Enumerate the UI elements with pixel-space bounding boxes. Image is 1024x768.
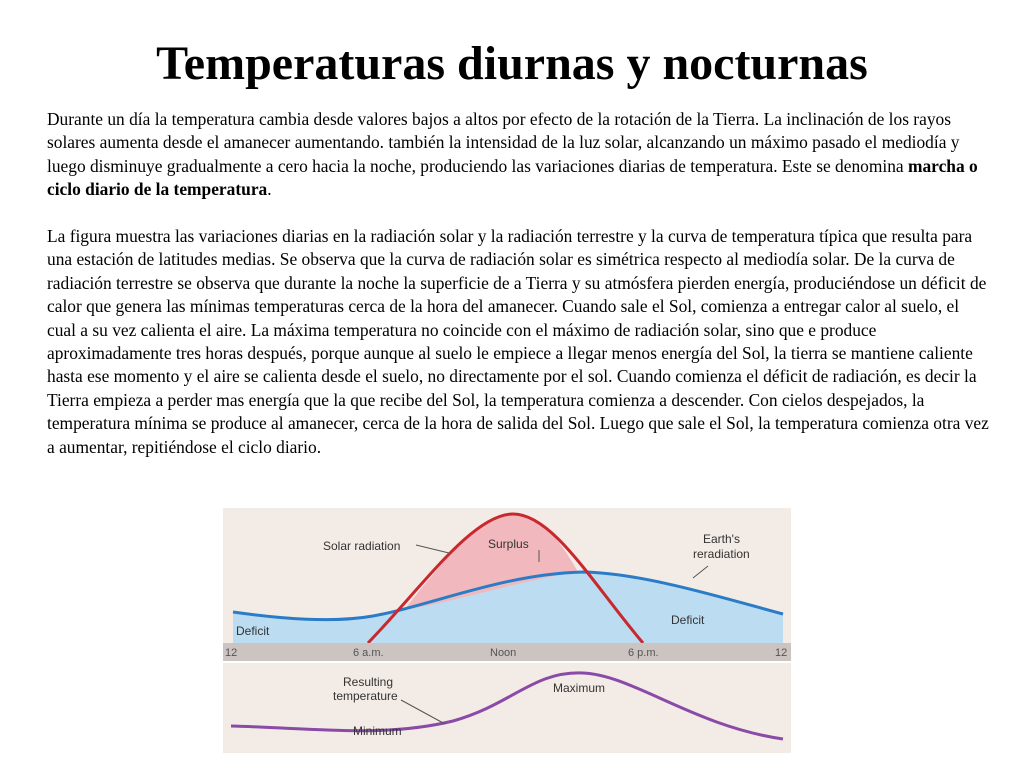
deficit-left-label: Deficit (236, 624, 270, 638)
slide-title: Temperaturas diurnas y nocturnas (156, 37, 868, 90)
figure-explanation-paragraph: La figura muestra las variaciones diarias en la radiación solar y la radiación terrestre y la curva de temperatura típica que resulta para una estación de latitudes medias. Se observa que la curva de radiación solar es simétrica respecto al mediodía solar. De la curva de radiación terrestre se observa que durante la noche la superficie de a Tierra y su atmósfera pierden energía, produciéndose un déficit de calor que genera las mínimas temperaturas cerca de la hora del amanecer. Cuando sale el Sol, comienza a entregar calor al suelo, el cual a su vez calienta el aire. La máxima temperatura no coincide con el máximo de radiación solar, sino que e produce aproximadamente tres horas después, porque aunque al suelo le empiece a llegar menos energía del Sol, la tierra se mantiene caliente hasta ese momento y el aire se calienta desde el suelo, no directamente por el sol. Cuando comienza el déficit de radiación, es decir la Tierra empieza a perder mas energía que la que recibe del Sol, la temperatura comienza a descender. Con cielos despejados, la temperatura mínima se produce al amanecer, cerca de la hora de salida del Sol. Luego que sale el Sol, la temperatura comienza otra vez a aumentar, repitiéndose el ciclo diario. (47, 226, 989, 457)
earth-reradiation-label-2: reradiation (693, 547, 750, 561)
earth-reradiation-label-1: Earth's (703, 532, 740, 546)
resulting-temperature-label-1: Resulting (343, 675, 394, 689)
intro-bold-term: marcha o ciclo diario de la temperatura (47, 155, 978, 200)
figure-svg (223, 506, 791, 756)
minimum-label: Minimum (353, 724, 402, 738)
axis-tick-midnight-start: 12 (225, 647, 238, 659)
axis-tick-6am: 6 a.m. (353, 647, 384, 659)
body-text (47, 108, 992, 459)
axis-tick-noon: Noon (490, 647, 517, 659)
axis-tick-6pm: 6 p.m. (628, 647, 659, 659)
intro-end: . (267, 179, 272, 200)
temperature-panel-bg (223, 663, 791, 753)
resulting-temperature-label-2: temperature (333, 689, 398, 703)
solar-radiation-label: Solar radiation (323, 539, 401, 553)
intro-paragraph (47, 108, 992, 202)
intro-text: Durante un día la temperatura cambia desde valores bajos a altos por efecto de la rotación de la Tierra. La inclinación de los rayos solares aumenta desde el amanecer aumentando. también la intensidad de la luz solar, alcanzando un máximo pasado el mediodía y luego disminuye gradualmente a cero hacia la noche, produciendo las variaciones diarias de temperatura. Este se denomina (47, 109, 960, 176)
deficit-right-label: Deficit (671, 613, 705, 627)
radiation-temperature-figure (223, 506, 791, 756)
surplus-label: Surplus (488, 537, 529, 551)
axis-tick-midnight-end: 12 (775, 647, 788, 659)
maximum-label: Maximum (553, 681, 606, 695)
